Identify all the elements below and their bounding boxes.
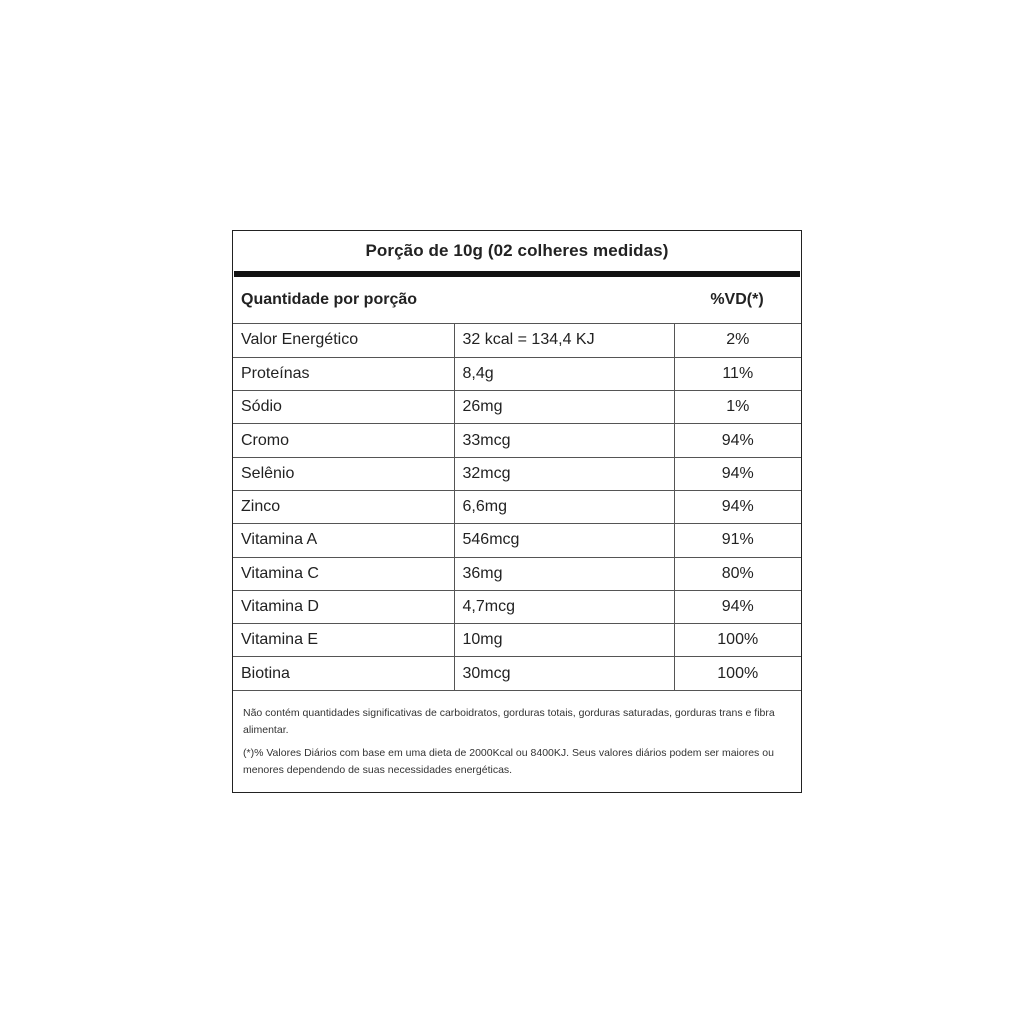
- table-row: [233, 624, 801, 657]
- nutrient-name: Vitamina A: [233, 524, 454, 557]
- nutrient-daily-value: 94%: [674, 490, 801, 523]
- nutrient-daily-value: 80%: [674, 557, 801, 590]
- table-row: [233, 657, 801, 690]
- header-quantity-per-serving: Quantidade por porção: [241, 291, 418, 308]
- nutrient-daily-value: 2%: [674, 324, 801, 357]
- nutrient-table: [233, 324, 801, 691]
- nutrient-daily-value: 11%: [674, 357, 801, 390]
- nutrient-name: Vitamina E: [233, 624, 454, 657]
- nutrient-amount: 546mcg: [454, 524, 674, 557]
- nutrient-amount: 36mg: [454, 557, 674, 590]
- nutrient-daily-value: 100%: [674, 624, 801, 657]
- nutrient-daily-value: 94%: [674, 457, 801, 490]
- nutrient-daily-value: 91%: [674, 524, 801, 557]
- nutrient-daily-value: 1%: [674, 391, 801, 424]
- footnote-daily-values: (*)% Valores Diários com base em uma dieta de 2000Kcal ou 8400KJ. Seus valores diários podem ser maiores ou menores dependendo de suas necessidades energéticas.: [243, 746, 774, 776]
- nutrient-name: Sódio: [233, 391, 454, 424]
- table-row: [233, 391, 801, 424]
- table-row: [233, 357, 801, 390]
- footnotes: [233, 691, 801, 779]
- table-row: [233, 557, 801, 590]
- nutrient-daily-value: 94%: [674, 424, 801, 457]
- nutrient-amount: 4,7mcg: [454, 590, 674, 623]
- nutrient-amount: 30mcg: [454, 657, 674, 690]
- nutrient-name: Proteínas: [233, 357, 454, 390]
- footnote-not-significant: Não contém quantidades significativas de carboidratos, gorduras totais, gorduras saturadas, gorduras trans e fibra alimentar.: [243, 706, 775, 736]
- nutrient-name: Cromo: [233, 424, 454, 457]
- table-header: [233, 277, 801, 324]
- nutrient-amount: 6,6mg: [454, 490, 674, 523]
- nutrient-daily-value: 94%: [674, 590, 801, 623]
- nutrient-amount: 33mcg: [454, 424, 674, 457]
- nutrient-name: Vitamina C: [233, 557, 454, 590]
- serving-size-title: Porção de 10g (02 colheres medidas): [365, 241, 669, 260]
- table-row: [233, 490, 801, 523]
- table-row: [233, 457, 801, 490]
- nutrient-daily-value: 100%: [674, 657, 801, 690]
- nutrient-amount: 32mcg: [454, 457, 674, 490]
- header-daily-value: %VD(*): [710, 291, 764, 308]
- nutrient-name: Vitamina D: [233, 590, 454, 623]
- nutrient-name: Valor Energético: [233, 324, 454, 357]
- nutrient-amount: 10mg: [454, 624, 674, 657]
- nutrition-facts-panel: [232, 230, 802, 793]
- nutrient-amount: 26mg: [454, 391, 674, 424]
- table-row: [233, 524, 801, 557]
- nutrient-amount: 8,4g: [454, 357, 674, 390]
- table-row: [233, 324, 801, 357]
- nutrient-name: Zinco: [233, 490, 454, 523]
- table-row: [233, 424, 801, 457]
- nutrient-amount: 32 kcal = 134,4 KJ: [454, 324, 674, 357]
- table-row: [233, 590, 801, 623]
- nutrient-name: Selênio: [233, 457, 454, 490]
- nutrient-name: Biotina: [233, 657, 454, 690]
